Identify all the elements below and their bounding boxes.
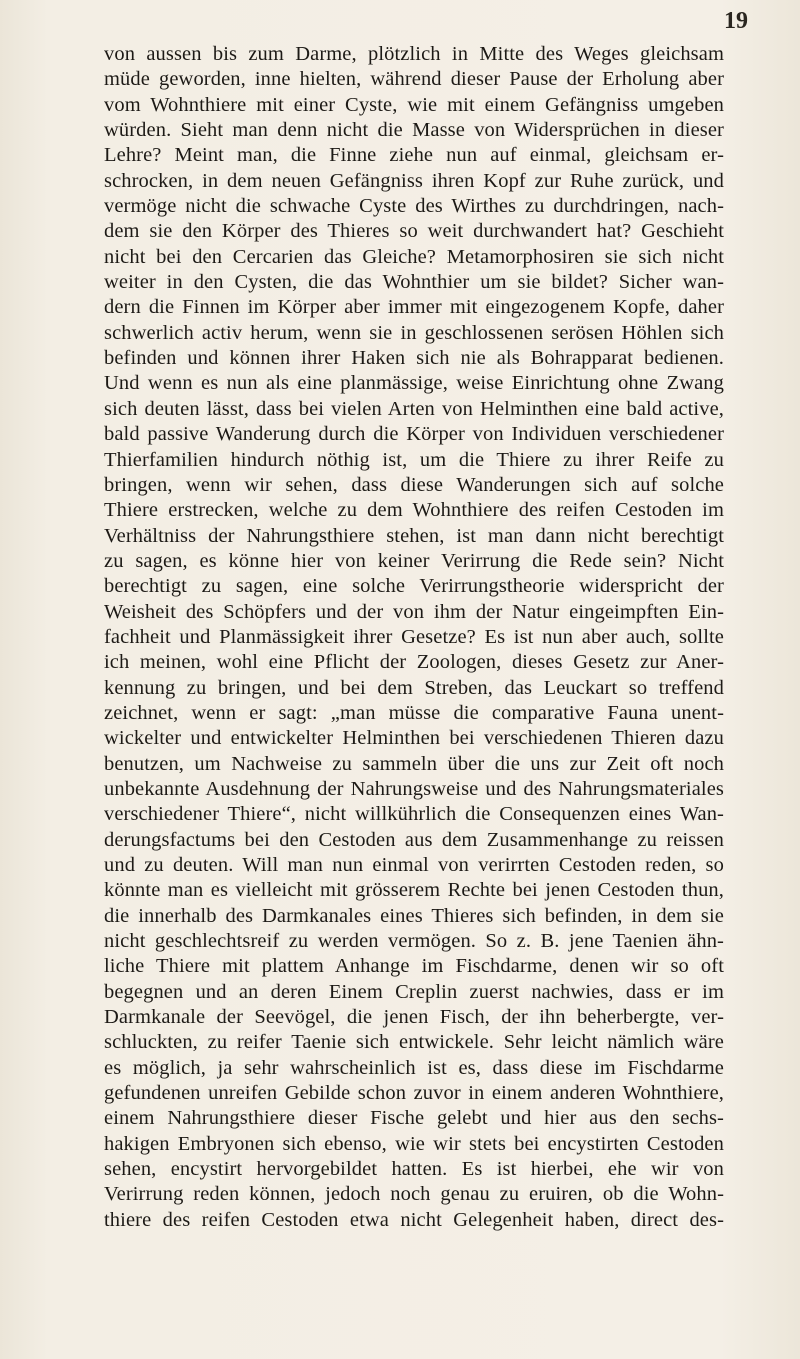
text-line: wickelter und entwickelter Helminthen bei verschiedenen Thieren dazu bbox=[104, 727, 724, 750]
text-line: kennung zu bringen, und bei dem Streben, das Leuckart so treffend bbox=[104, 676, 724, 699]
text-line: würden. Sieht man denn nicht die Masse von Widersprüchen in dieser bbox=[104, 119, 724, 142]
text-line: schrocken, in dem neuen Gefängniss ihren Kopf zur Ruhe zurück, und bbox=[104, 169, 724, 192]
text-line: Thiere erstrecken, welche zu dem Wohnthiere des reifen Cestoden im bbox=[104, 499, 724, 522]
text-line: Thierfamilien hindurch nöthig ist, um die Thiere zu ihrer Reife zu bbox=[104, 448, 724, 471]
text-line: und zu deuten. Will man nun einmal von verirrten Cestoden reden, so bbox=[104, 854, 724, 876]
text-line: es möglich, ja sehr wahrscheinlich ist es, dass diese im Fischdarme bbox=[104, 1056, 724, 1079]
text-line: verschiedener Thiere“, nicht willkührlich die Consequenzen eines Wan- bbox=[104, 803, 724, 826]
text-line: nicht geschlechtsreif zu werden vermögen. So z. B. jene Taenien ähn- bbox=[104, 930, 724, 953]
text-line: thiere des reifen Cestoden etwa nicht Gelegenheit haben, direct des- bbox=[104, 1208, 724, 1231]
text-line: berechtigt zu sagen, eine solche Verirrungstheorie widerspricht der bbox=[104, 575, 724, 598]
text-line: Darmkanale der Seevögel, die jenen Fisch, der ihn beherbergte, ver- bbox=[104, 1006, 724, 1029]
text-line: gefundenen unreifen Gebilde schon zuvor in einem anderen Wohnthiere, bbox=[104, 1082, 724, 1105]
text-line: weiter in den Cysten, die das Wohnthier um sie bildet? Sicher wan- bbox=[104, 271, 724, 294]
text-line: fachheit und Planmässigkeit ihrer Gesetze? Es ist nun aber auch, sollte bbox=[104, 625, 724, 648]
text-line: Und wenn es nun als eine planmässige, weise Einrichtung ohne Zwang bbox=[104, 372, 724, 395]
text-line: schwerlich activ herum, wenn sie in geschlossenen serösen Höhlen sich bbox=[104, 321, 724, 344]
text-line: die innerhalb des Darmkanales eines Thieres sich befinden, in dem sie bbox=[104, 904, 724, 927]
text-line: dem sie den Körper des Thieres so weit durchwandert hat? Geschieht bbox=[104, 220, 724, 243]
text-line: derungsfactums bei den Cestoden aus dem Zusammenhange zu reissen bbox=[104, 828, 724, 851]
text-line: hakigen Embryonen sich ebenso, wie wir stets bei encystirten Cestoden bbox=[104, 1132, 724, 1155]
text-line: Verhältniss der Nahrungsthiere stehen, ist man dann nicht berechtigt bbox=[104, 524, 724, 547]
text-line: vermöge nicht die schwache Cyste des Wirthes zu durchdringen, nach- bbox=[104, 195, 724, 218]
text-line: zu sagen, es könne hier von keiner Verirrung die Rede sein? Nicht bbox=[104, 549, 724, 572]
text-line: liche Thiere mit plattem Anhange im Fischdarme, denen wir so oft bbox=[104, 955, 724, 978]
text-line: Lehre? Meint man, die Finne ziehe nun auf einmal, gleichsam er- bbox=[104, 144, 724, 167]
text-line: sich deuten lässt, dass bei vielen Arten von Helminthen eine bald active, bbox=[104, 397, 724, 420]
text-line: schluckten, zu reifer Taenie sich entwickele. Sehr leicht nämlich wäre bbox=[104, 1031, 724, 1054]
text-line: dern die Finnen im Körper aber immer mit eingezogenem Kopfe, daher bbox=[104, 296, 724, 319]
text-line: sehen, encystirt hervorgebildet hatten. Es ist hierbei, ehe wir von bbox=[104, 1158, 724, 1181]
text-line: müde geworden, inne hielten, während dieser Pause der Erholung aber bbox=[104, 68, 724, 91]
text-line: ich meinen, wohl eine Pflicht der Zoologen, dieses Gesetz zur Aner- bbox=[104, 651, 724, 674]
text-line: bringen, wenn wir sehen, dass diese Wanderungen sich auf solche bbox=[104, 473, 724, 496]
text-line: bald passive Wanderung durch die Körper von Individuen verschiedener bbox=[104, 423, 724, 446]
text-line: vom Wohnthiere mit einer Cyste, wie mit einem Gefängniss umgeben bbox=[104, 93, 724, 116]
text-line: von aussen bis zum Darme, plötzlich in Mitte des Weges gleichsam bbox=[104, 43, 724, 65]
text-line: könnte man es vielleicht mit grösserem Rechte bei jenen Cestoden thun, bbox=[104, 879, 724, 902]
text-line: zeichnet, wenn er sagt: „man müsse die comparative Fauna unent- bbox=[104, 701, 724, 724]
page-number: 19 bbox=[724, 8, 748, 34]
body-text bbox=[104, 42, 724, 1233]
text-line: einem Nahrungsthiere dieser Fische gelebt und hier aus den sechs- bbox=[104, 1107, 724, 1130]
text-line: unbekannte Ausdehnung der Nahrungsweise und des Nahrungsmateriales bbox=[104, 777, 724, 800]
text-line: befinden und können ihrer Haken sich nie als Bohrapparat bedienen. bbox=[104, 347, 724, 370]
text-line: benutzen, um Nachweise zu sammeln über die uns zur Zeit oft noch bbox=[104, 752, 724, 775]
text-line: Verirrung reden können, jedoch noch genau zu eruiren, ob die Wohn- bbox=[104, 1183, 724, 1206]
text-line: begegnen und an deren Einem Creplin zuerst nachwies, dass er im bbox=[104, 980, 724, 1003]
text-line: Weisheit des Schöpfers und der von ihm der Natur eingeimpften Ein- bbox=[104, 600, 724, 623]
text-line: nicht bei den Cercarien das Gleiche? Metamorphosiren sie sich nicht bbox=[104, 245, 724, 268]
